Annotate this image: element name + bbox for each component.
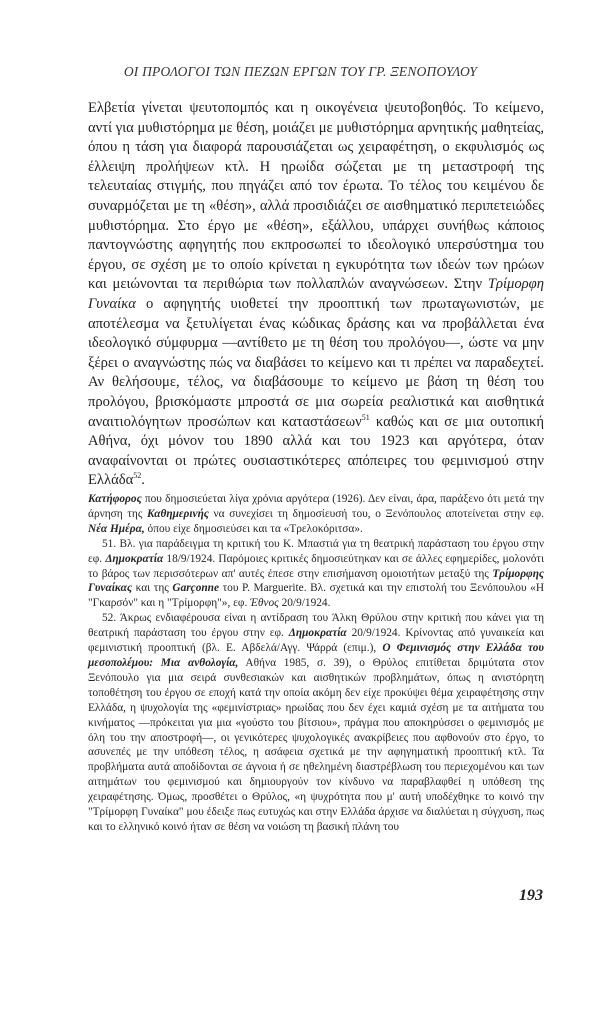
work-title: Garçonne [172,582,220,595]
text-run: καθώς και σε μια ουτοπική Αθήνα, όχι μόνον του 1890 αλλά και του 1923 και αργότερα, όταν αναφαίνονται οι πρώτες ουσιαστικότερες απόπειρες του φεμινισμού στην Ελλάδα [88,413,545,489]
newspaper-name: Καθημερινής [146,507,209,520]
text-run: 20/9/1924. Κρίνοντας από γυναικεία και φεμινιστική προοπτική (βλ. Ε. Αβδελά/Αγγ. Ψάρρά (επιμ.), [88,627,544,655]
main-text [88,99,544,491]
text-run: 51. Βλ. για παράδειγμα τη κριτική του Κ. Μπαστιά για τη θεατρική παράσταση του έργου στην εφ. [88,537,544,565]
text-run: . [141,472,145,489]
text-run: ο αφηγητής υιοθετεί την προοπτική των πρωταγωνιστών, με αποτέλεσμα να ξετυλίγεται ένας κώδικας δράσης και να προβάλλεται ένα ιδεολογικό σύμφυρμα —αντίθετο με τη θέση του προλόγου—, ώστε να μην ξέρει ο αναγνώστης πώς να διαβάσει το κείμενο και τι πρέπει να παραδεχτεί. Αν θελήσουμε, τέλος, να διαβάσουμε το κείμενο με βάση τη θέση του προλόγου, βρισκόμαστε μπροστά σε μια σωρεία ρεαλιστικά και αισθητικά αναιτιολόγητων προσώπων και καταστάσεων [88,295,544,430]
text-run: του P. Marguerite. Βλ. σχετικά και την επιστολή του Ξενόπουλου «Η "Γκαρσόν" και η "Τρίμορφη"», εφ. [88,582,545,610]
footnotes [88,492,544,835]
text-run: και της [135,582,169,595]
text-run: 52. Άκρως ενδιαφέρουσα είναι η αντίδραση του Άλκη Θρύλου στην κριτική που κάνει για τη θεατρική παράσταση του έργου στην εφ. [88,612,544,640]
text-run: Αθήνα 1985, σ. 39), ο Θρύλος επιτίθεται δριμύτατα στον Ξενόπουλο για μια σειρά συνθεσιακών και αισθητικών προβλημάτων, όπως η ανιστόρητη τοποθέτηση του έργου σε εποχή κατά την οποία ακόμη δεν είχε προκύψει θέμα χειραφέτησης στην Ελλάδα, η ψυχολογία της «φεμινίστριας» ηρωίδας που δεν έχει καμιά σχέση με τα αιτήματα του κινήματος —πρόκειται για μια «γούστο του βίτσιου», πράγμα που αποκηρύσσει ο φεμινισμός με όλη του την αποστροφή—, οι γενικότερες ψυχολογικές ανακρίβειες που αφθονούν στο έργο, το ασυνεπές με την υπόθεση τέλος, η ασάφεια σχετικά με την αφηγηματική προοπτική κτλ. Τα προβλήματα αυτά αποδίδονται σε άγνοια ή σε ηθελημένη διαστρέβλωση του περιεχομένου και των αιτημάτων του φεμινισμού και δημιουργούν τον κίνδυνο να παραβλαφθεί η υπόθεση της χειραφέτησης. Όμως, προσθέτει ο Θρύλος, «η ψυχρότητα που μ' αυτή υποδέχθηκε το κοινό την "Τρίμορφη Γυναίκα" μου έδειξε πως ευτυχώς και στην Ελλάδα άρχισε να διαλύεται η σύγχυση, πως και το ελληνικό κοινό ήταν σε θέση να νοιώση τη βασική πλάνη του [88,656,544,833]
footnote-marker-51[interactable]: 51 [361,412,370,422]
text-run: 20/9/1924. [281,597,331,610]
body-paragraph [88,99,544,491]
text-run: 18/9/1924. Παρόμοιες κριτικές δημοσιεύτηκαν και σε άλλες εφημερίδες, μολονότι το βάρος των περισσότερων απ' αυτές έπεσε στην επισήμανση ομοιοτήτων μεταξύ της [88,552,544,580]
book-title: Ο Φεμινισμός στην Ελλάδα του μεσοπολέμου: Μια ανθολογία, [88,642,544,669]
footnote-marker-52[interactable]: 52 [133,471,142,481]
text-run: όπου είχε δημοσιεύσει και τα «Τρελοκόριτσα». [147,522,363,535]
text-run: Ελβετία γίνεται ψευτοπομπός και η οικογένεια ψευτοβοηθός. Το κείμενο, αντί για μυθιστόρημα με θέση, μοιάζει με μυθιστόρημα αρνητικής μαθητείας, όπου η τάση για διαφορά παρουσιάζεται ως χειραφέτηση, ο εκφυλισμός ως έλλειψη προλήψεων κτλ. Η ηρωίδα σώζεται με τη μεταστροφή της τελευταίας στιγμής, που πηγάζει από τον έρωτα. Το τέλος του κειμένου δε συναρμόζεται με τη «θέση», αλλά προσιδιάζει σε αισθηματικό περιπετειώδες μυθιστόρημα. Στο έργο με «θέση», εξάλλου, υπάρχει συνήθως κάποιος παντογνώστης αφηγητής που εκπροσωπεί το ιδεολογικό υπερσύστημα του έργου, σε σχέση με το οποίο κρίνεται η εγκυρότητα των ιδεών των ηρώων και μειώνονται τα περιθώρια των πολλαπλών αναγνώσεων. Στην [88,100,544,293]
work-title: Κατήφορος [88,493,142,505]
page-number: 193 [519,887,543,904]
newspaper-name: Δημοκρατία [288,627,347,640]
newspaper-name: Δημοκρατία [105,552,164,565]
text-run: που δημοσιεύεται λίγα χρόνια αργότερα (1926). Δεν είναι, άρα, παράξενο ότι μετά την άρνηση της [88,493,544,520]
text-run: να συνεχίσει τη δημοσίευσή του, ο Ξενόπουλος αποτείνεται στην εφ. [213,507,544,520]
footnote-51 [88,537,544,612]
newspaper-name: Νέα Ημέρα, [88,522,145,535]
newspaper-name: Έθνος [250,597,279,610]
footnote-52 [88,611,544,835]
running-header: ΟΙ ΠΡΟΛΟΓΟΙ ΤΩΝ ΠΕΖΩΝ ΕΡΓΩΝ ΤΟΥ ΓΡ. ΞΕΝΟΠΟΥΛΟΥ [123,64,478,79]
work-title: Τρίμορφης Γυναίκας [88,567,544,595]
work-title: Τρίμορφη Γυναίκα [88,276,544,312]
footnote-continuation [88,492,544,537]
